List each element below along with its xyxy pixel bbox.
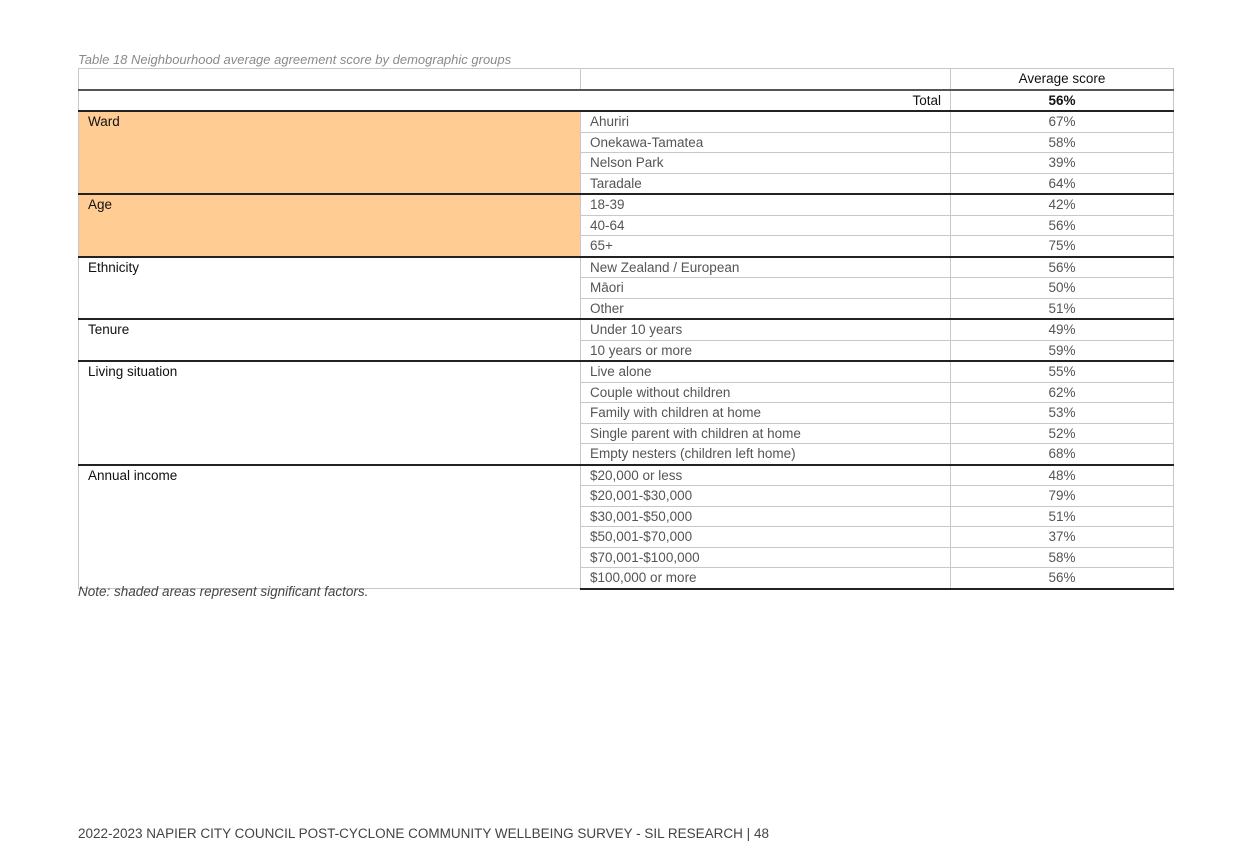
score-value: 68% bbox=[951, 444, 1174, 465]
category-label: $20,001-$30,000 bbox=[581, 486, 951, 507]
category-label: 10 years or more bbox=[581, 340, 951, 361]
score-value: 51% bbox=[951, 506, 1174, 527]
category-label: New Zealand / European bbox=[581, 257, 951, 278]
total-value: 56% bbox=[951, 90, 1174, 112]
category-label: $50,001-$70,000 bbox=[581, 527, 951, 548]
score-value: 39% bbox=[951, 153, 1174, 174]
table-row bbox=[79, 194, 1174, 215]
table-caption: Table 18 Neighbourhood average agreement score by demographic groups bbox=[78, 52, 512, 67]
group-label: Living situation bbox=[79, 361, 581, 465]
score-value: 52% bbox=[951, 423, 1174, 444]
score-value: 67% bbox=[951, 111, 1174, 132]
header-cell-empty-1 bbox=[79, 69, 581, 90]
table-row bbox=[79, 319, 1174, 340]
category-label: $100,000 or more bbox=[581, 568, 951, 589]
score-value: 51% bbox=[951, 298, 1174, 319]
score-value: 56% bbox=[951, 215, 1174, 236]
page-footer: 2022-2023 NAPIER CITY COUNCIL POST-CYCLONE COMMUNITY WELLBEING SURVEY - SIL RESEARCH | 48 bbox=[78, 826, 769, 841]
table-note: Note: shaded areas represent significant factors. bbox=[78, 584, 369, 599]
header-average-score: Average score bbox=[951, 69, 1174, 90]
score-value: 75% bbox=[951, 236, 1174, 257]
category-label: Under 10 years bbox=[581, 319, 951, 340]
table-row bbox=[79, 465, 1174, 486]
score-value: 64% bbox=[951, 173, 1174, 194]
score-value: 56% bbox=[951, 257, 1174, 278]
category-label: 18-39 bbox=[581, 194, 951, 215]
score-value: 42% bbox=[951, 194, 1174, 215]
category-label: Couple without children bbox=[581, 382, 951, 403]
group-label: Tenure bbox=[79, 319, 581, 361]
score-value: 53% bbox=[951, 403, 1174, 424]
category-label: $20,000 or less bbox=[581, 465, 951, 486]
table-row bbox=[79, 361, 1174, 382]
table-header-row bbox=[79, 69, 1174, 90]
category-label: 40-64 bbox=[581, 215, 951, 236]
score-value: 79% bbox=[951, 486, 1174, 507]
score-value: 58% bbox=[951, 547, 1174, 568]
score-value: 50% bbox=[951, 278, 1174, 299]
category-label: Taradale bbox=[581, 173, 951, 194]
category-label: Other bbox=[581, 298, 951, 319]
category-label: Live alone bbox=[581, 361, 951, 382]
category-label: Empty nesters (children left home) bbox=[581, 444, 951, 465]
score-value: 59% bbox=[951, 340, 1174, 361]
group-label: Age bbox=[79, 194, 581, 257]
total-label: Total bbox=[79, 90, 951, 112]
category-label: Māori bbox=[581, 278, 951, 299]
score-value: 49% bbox=[951, 319, 1174, 340]
group-label: Ethnicity bbox=[79, 257, 581, 320]
score-value: 48% bbox=[951, 465, 1174, 486]
header-cell-empty-2 bbox=[581, 69, 951, 90]
group-label: Annual income bbox=[79, 465, 581, 589]
category-label: Family with children at home bbox=[581, 403, 951, 424]
demographic-table bbox=[78, 68, 1174, 590]
category-label: Ahuriri bbox=[581, 111, 951, 132]
category-label: 65+ bbox=[581, 236, 951, 257]
table-row bbox=[79, 111, 1174, 132]
category-label: Onekawa-Tamatea bbox=[581, 132, 951, 153]
score-value: 56% bbox=[951, 568, 1174, 589]
score-value: 55% bbox=[951, 361, 1174, 382]
score-value: 37% bbox=[951, 527, 1174, 548]
category-label: Nelson Park bbox=[581, 153, 951, 174]
group-label: Ward bbox=[79, 111, 581, 194]
score-value: 58% bbox=[951, 132, 1174, 153]
score-value: 62% bbox=[951, 382, 1174, 403]
category-label: $30,001-$50,000 bbox=[581, 506, 951, 527]
total-row bbox=[79, 90, 1174, 112]
category-label: Single parent with children at home bbox=[581, 423, 951, 444]
category-label: $70,001-$100,000 bbox=[581, 547, 951, 568]
table-row bbox=[79, 257, 1174, 278]
